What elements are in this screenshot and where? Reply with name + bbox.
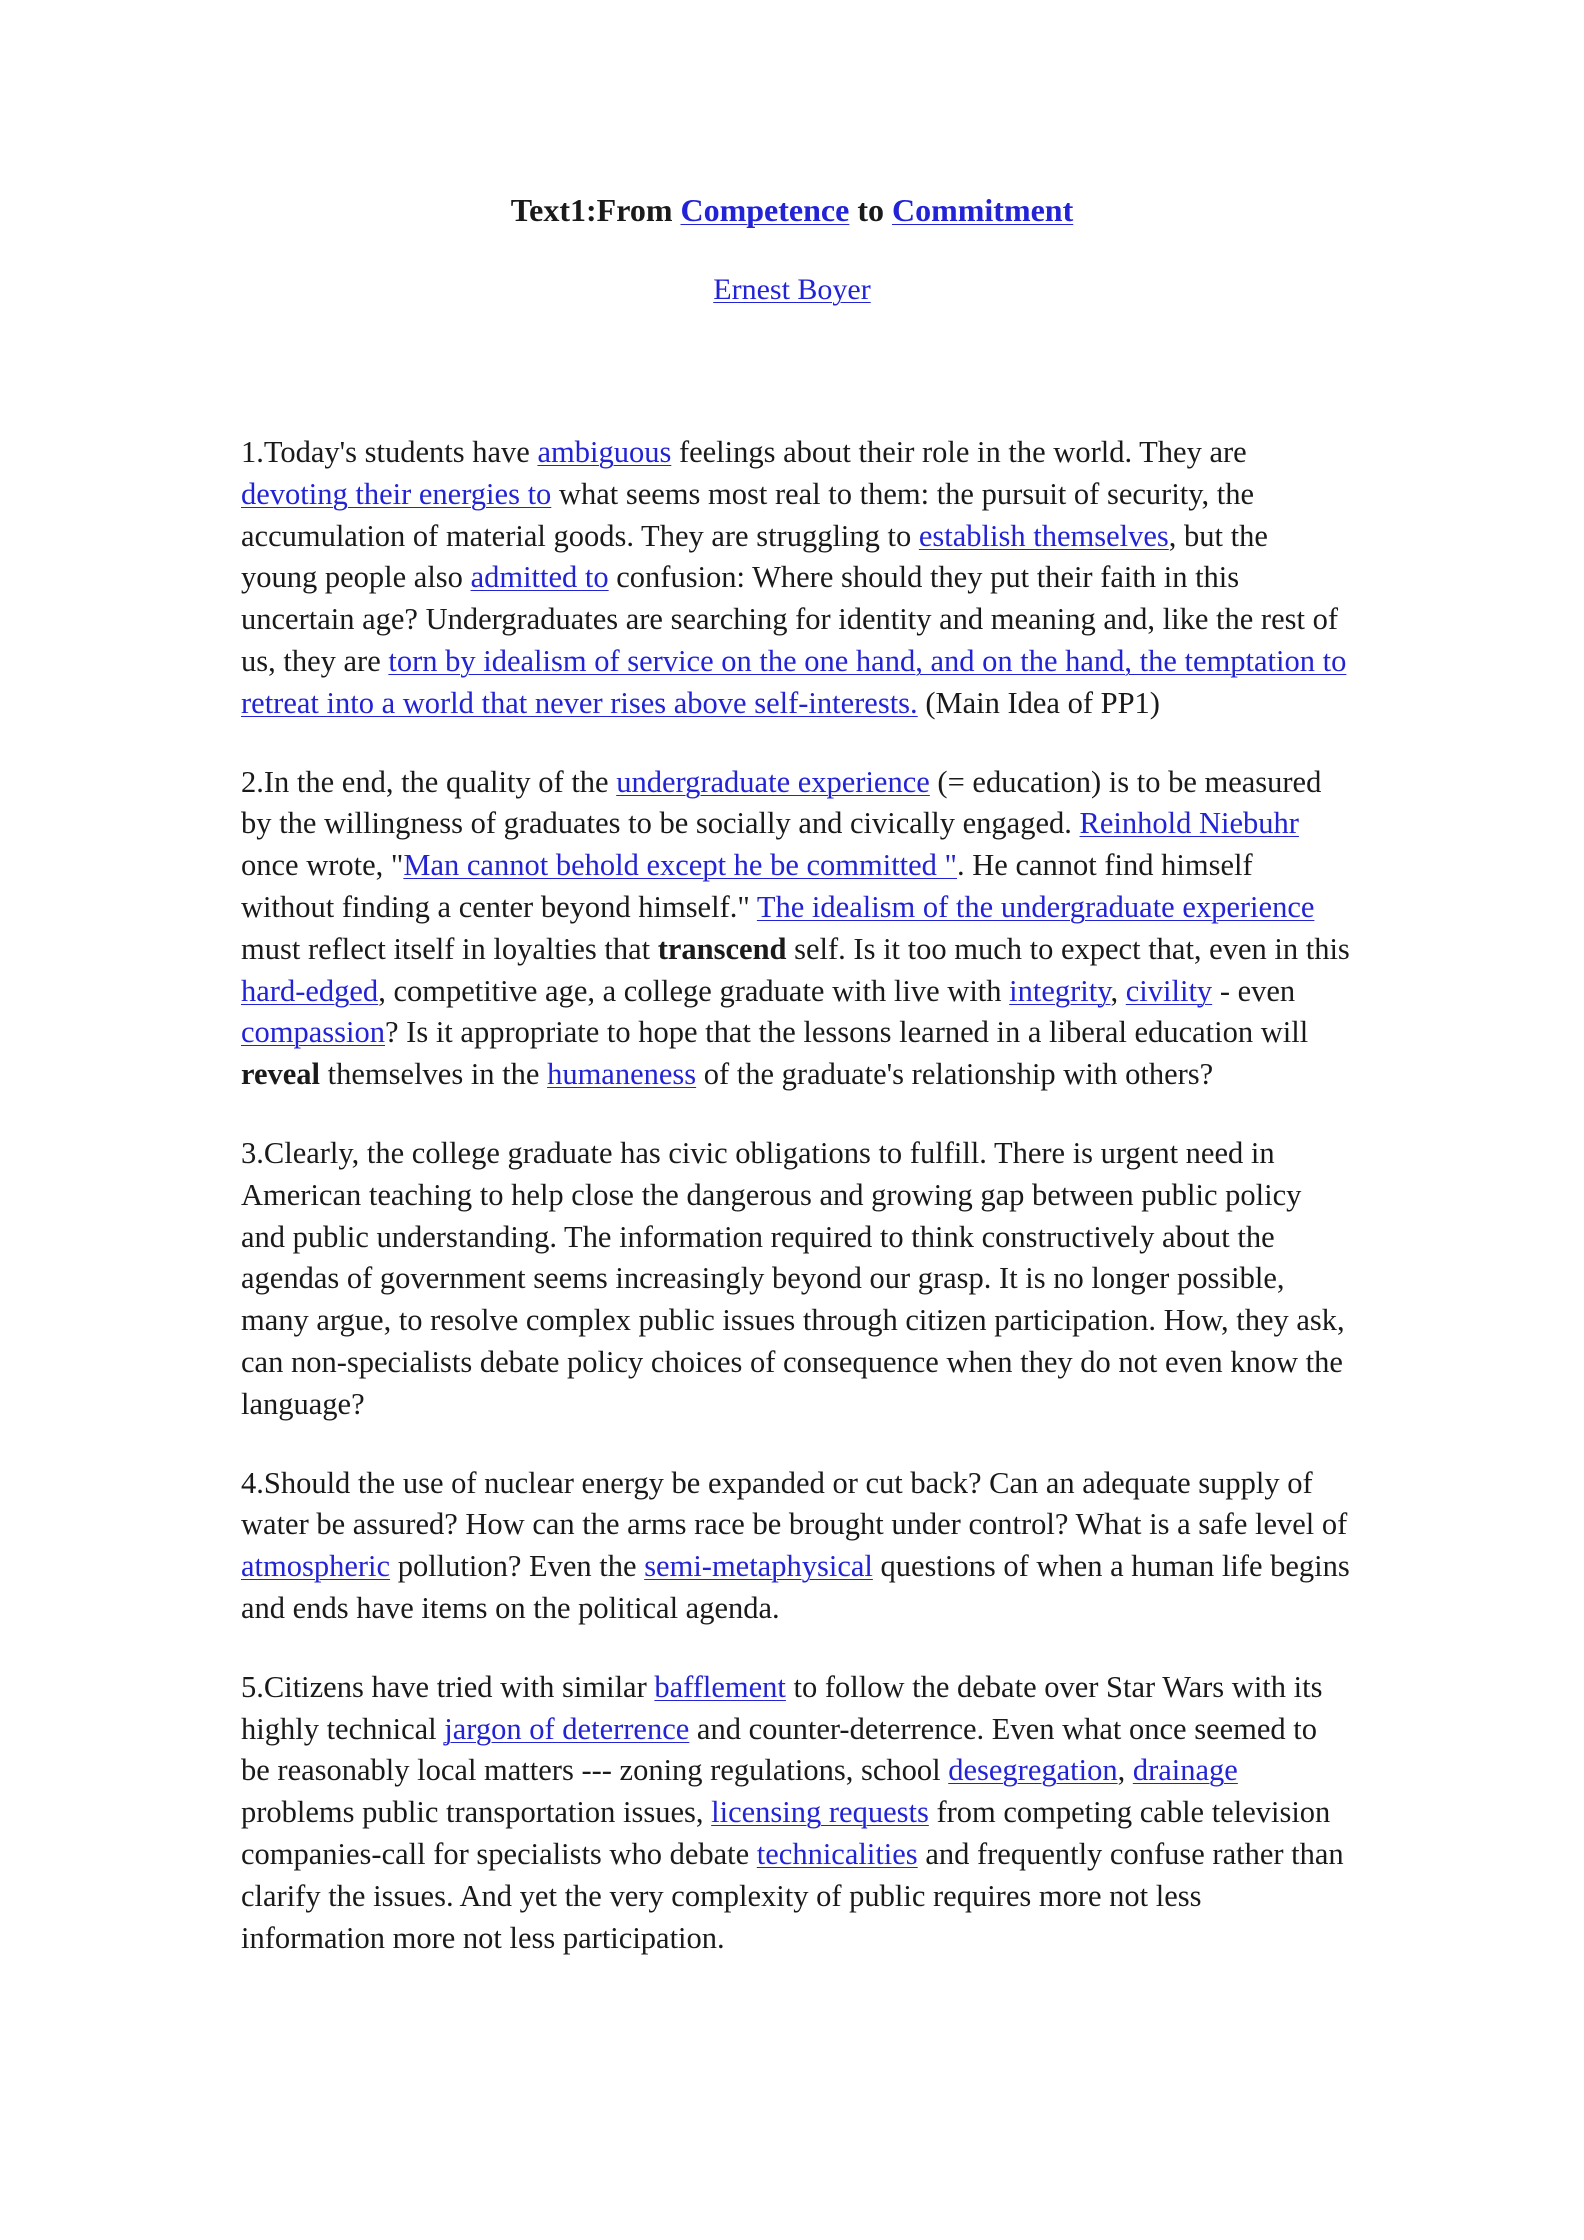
link-undergraduate-experience[interactable]: undergraduate experience [616,764,930,799]
text-run: problems public transportation issues, [241,1795,712,1830]
paragraph-5 [241,1667,1351,1960]
text-run: self. Is it too much to expect that, even in this [786,931,1350,966]
link-compassion[interactable]: compassion [241,1015,386,1050]
title-separator: :From [586,192,681,228]
text-run: and counter-deterrence. Even what once seemed to be reasonably local matters --- zoning regulations, school [241,1711,1318,1788]
text-run: and frequently confuse rather than clarify the issues. And yet the very complexity of public requires more not less information more not less participation. [241,1836,1344,1955]
link-technicalities[interactable]: technicalities [756,1836,918,1871]
text-run: , competitive age, a college graduate with live with [378,973,1010,1008]
text-run: from competing cable television companies-call for specialists who debate [241,1795,1331,1871]
text-run: 1.Today's students have [241,435,538,469]
text-run: 2.In the end, the quality of the [241,764,617,799]
link-ambiguous[interactable]: ambiguous [537,435,672,469]
link-integrity[interactable]: integrity [1009,973,1111,1008]
text-run: . He cannot find himself without finding a center beyond himself." [241,848,1253,924]
article-body [241,432,1351,1996]
link-establish-themselves[interactable]: establish themselves [918,518,1169,553]
text-run: feelings about their role in the world. They are [671,435,1247,469]
text-run: confusion: Where should they put their faith in this uncertain age? Undergraduates are searching for identity and meaning and, like the rest of us, they are [241,560,1338,678]
link-devoting-their-energies[interactable]: devoting their energies to [241,476,552,511]
text-run: 4.Should the use of nuclear energy be expanded or cut back? Can an adequate supply of water be assured? How can the arms race be brought under control? What is a safe level of [241,1465,1348,1542]
text-run: , [1110,973,1126,1008]
text-run: to follow the debate over Star Wars with its highly technical [241,1669,1323,1746]
paragraph-2 [241,762,1351,1096]
link-torn-by-idealism[interactable]: torn by idealism of service on the one hand, and on the hand, the temptation to retreat into a world that never rises above self-interests. [241,643,1347,720]
paragraph-3: 3.Clearly, the college graduate has civic obligations to fulfill. There is urgent need in American teaching to help close the dangerous and growing gap between public policy and public understanding. The information required to think constructively about the agendas of government seems increasingly beyond our grasp. It is no longer possible, many argue, to resolve complex public issues through citizen participation. How, they ask, can non-specialists debate policy choices of consequence when they do not even know the language? [241,1135,1345,1421]
link-bafflement[interactable]: bafflement [654,1669,786,1704]
link-admitted-to[interactable]: admitted to [470,560,609,595]
text-run: themselves in the [320,1057,548,1092]
paragraph-1 [241,432,1351,725]
author-link[interactable]: Ernest Boyer [713,273,871,306]
link-jargon-of-deterrence[interactable]: jargon of deterrence [444,1711,690,1746]
text-run: 5.Citizens have tried with similar [241,1669,655,1704]
text-run: , [1117,1753,1133,1788]
text-run: of the graduate's relationship with others? [696,1057,1214,1092]
text-run: , but the young people also [241,518,1268,595]
text-run: - even [1212,973,1296,1008]
text-run: what seems most real to them: the pursuit of security, the accumulation of material goods. They are struggling to [241,476,1255,553]
text-run: once wrote, " [241,848,404,883]
link-idealism-of-undergraduate[interactable]: The idealism of the undergraduate experience [756,889,1315,924]
link-licensing-requests[interactable]: licensing requests [711,1795,929,1830]
bold-transcend: transcend [657,931,787,966]
text-run: (Main Idea of PP1) [917,685,1160,720]
text-run: ? Is it appropriate to hope that the lessons learned in a liberal education will [385,1015,1309,1050]
link-humaneness[interactable]: humaneness [547,1057,697,1092]
link-civility[interactable]: civility [1125,973,1213,1008]
author-line [0,270,1584,310]
text-run: pollution? Even the [390,1549,645,1584]
document-title [0,190,1584,230]
link-desegregation[interactable]: desegregation [948,1753,1118,1788]
text-run: questions of when a human life begins and ends have items on the political agenda. [241,1549,1350,1625]
link-man-cannot-behold[interactable]: Man cannot behold except he be committed " [403,848,958,883]
link-drainage[interactable]: drainage [1132,1753,1238,1788]
link-hard-edged[interactable]: hard-edged [241,973,379,1008]
link-semi-metaphysical[interactable]: semi-metaphysical [644,1549,873,1584]
title-prefix: Text1 [510,192,586,228]
text-run: (= education) is to be measured by the willingness of graduates to be socially and civically engaged. [241,764,1322,841]
competence-link[interactable]: Competence [680,192,850,228]
link-atmospheric[interactable]: atmospheric [241,1549,391,1584]
link-reinhold-niebuhr[interactable]: Reinhold Niebuhr [1079,806,1299,841]
bold-reveal: reveal [241,1057,321,1092]
commitment-link[interactable]: Commitment [891,192,1074,228]
text-run: must reflect itself in loyalties that [241,931,658,966]
title-mid: to [849,192,892,228]
paragraph-4 [241,1463,1351,1630]
